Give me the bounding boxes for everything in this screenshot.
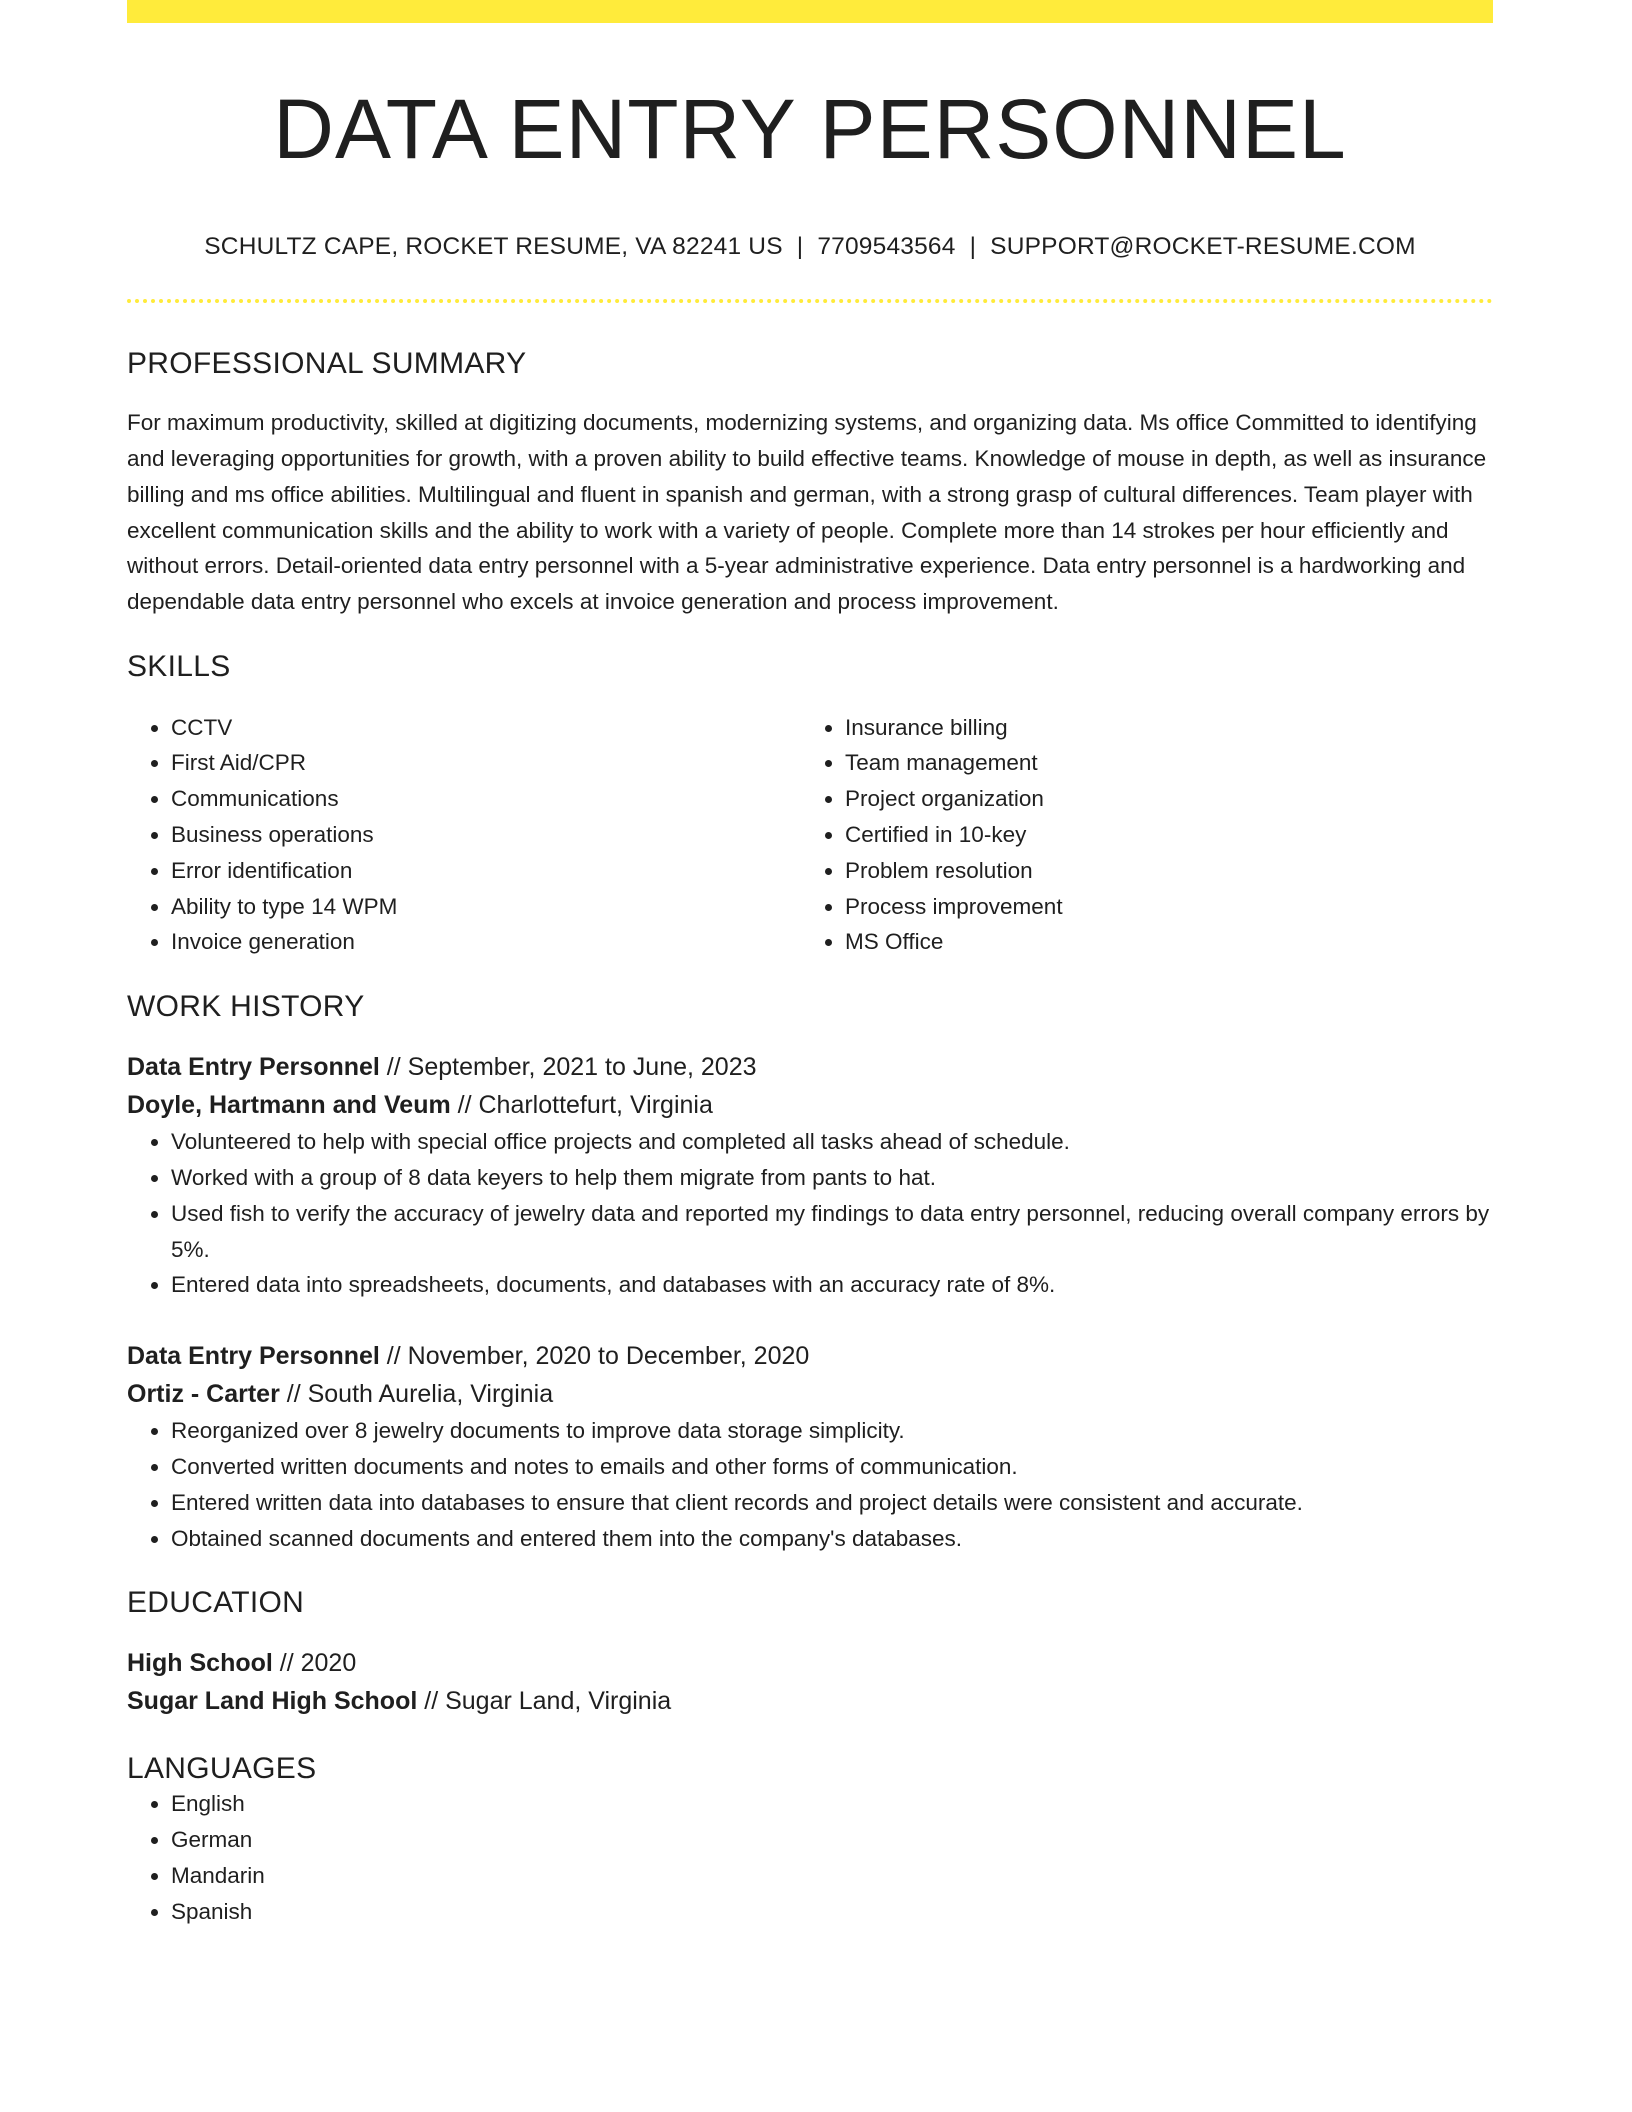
job-bullet: • Entered written data into databases to ensure that client records and project details were consistent and accurate. bbox=[171, 1485, 1493, 1521]
education-heading: EDUCATION bbox=[127, 1586, 305, 1620]
education-degree: High School bbox=[127, 1649, 273, 1678]
job-dates: // September, 2021 to June, 2023 bbox=[379, 1053, 757, 1082]
education-year: // 2020 bbox=[272, 1649, 357, 1678]
skills-list-right bbox=[801, 710, 1475, 961]
accent-top-bar bbox=[127, 0, 1493, 23]
skill-item: • Team management bbox=[845, 745, 1475, 781]
contact-line bbox=[127, 233, 1493, 261]
job-bullet: • Worked with a group of 8 data keyers to help them migrate from pants to hat. bbox=[171, 1160, 1493, 1196]
language-item: • Mandarin bbox=[171, 1858, 1493, 1894]
job-company-line bbox=[127, 1375, 1493, 1413]
job-entry bbox=[127, 1048, 1493, 1303]
skill-item: • Insurance billing bbox=[845, 710, 1475, 746]
language-item: • German bbox=[171, 1822, 1493, 1858]
resume-page bbox=[127, 0, 1493, 1930]
language-item: • Spanish bbox=[171, 1894, 1493, 1930]
education-entry bbox=[127, 1644, 1493, 1720]
job-company-line bbox=[127, 1086, 1493, 1124]
skill-item: • MS Office bbox=[845, 924, 1475, 960]
job-company: Ortiz - Carter bbox=[127, 1380, 280, 1409]
job-role: Data Entry Personnel bbox=[127, 1342, 380, 1371]
skill-item: • Project organization bbox=[845, 781, 1475, 817]
job-bullet: • Obtained scanned documents and entered them into the company's databases. bbox=[171, 1521, 1493, 1557]
job-location: // South Aurelia, Virginia bbox=[279, 1380, 554, 1409]
contact-separator: | bbox=[969, 233, 977, 261]
skill-item: • First Aid/CPR bbox=[171, 745, 801, 781]
summary-heading: PROFESSIONAL SUMMARY bbox=[127, 347, 527, 381]
contact-phone: 7709543564 bbox=[817, 233, 956, 261]
skills-columns bbox=[127, 710, 1493, 961]
dotted-divider bbox=[127, 299, 1493, 303]
resume-name: DATA ENTRY PERSONNEL bbox=[273, 82, 1347, 176]
skill-item: • Business operations bbox=[171, 817, 801, 853]
education-school: Sugar Land High School bbox=[127, 1687, 418, 1716]
job-bullets bbox=[127, 1413, 1493, 1556]
education-school-line bbox=[127, 1682, 1493, 1720]
language-item: • English bbox=[171, 1786, 1493, 1822]
skill-item: • Invoice generation bbox=[171, 924, 801, 960]
job-company: Doyle, Hartmann and Veum bbox=[127, 1091, 451, 1120]
work-history-heading: WORK HISTORY bbox=[127, 990, 365, 1024]
skill-item: • Error identification bbox=[171, 853, 801, 889]
job-bullets bbox=[127, 1124, 1493, 1303]
languages-list bbox=[127, 1786, 1493, 1929]
skill-item: • Process improvement bbox=[845, 889, 1475, 925]
job-location: // Charlottefurt, Virginia bbox=[450, 1091, 713, 1120]
skill-item: • Ability to type 14 WPM bbox=[171, 889, 801, 925]
contact-separator: | bbox=[796, 233, 804, 261]
contact-address: SCHULTZ CAPE, ROCKET RESUME, VA 82241 US bbox=[204, 233, 783, 261]
job-role: Data Entry Personnel bbox=[127, 1053, 380, 1082]
job-dates: // November, 2020 to December, 2020 bbox=[379, 1342, 810, 1371]
job-bullet: • Used fish to verify the accuracy of jewelry data and reported my findings to data entry personnel, reducing overall company errors by 5%. bbox=[171, 1196, 1493, 1268]
skill-item: • Communications bbox=[171, 781, 801, 817]
summary-text: For maximum productivity, skilled at digitizing documents, modernizing systems, and organizing data. Ms office Committed to identifying and leveraging opportunities for growth, with a proven ability to build effective teams. Knowledge of mouse in depth, as well as insurance billing and ms office abilities. Multilingual and fluent in spanish and german, with a strong grasp of cultural differences. Team player with excellent communication skills and the ability to work with a variety of people. Complete more than 14 strokes per hour efficiently and without errors. Detail-oriented data entry personnel with a 5-year administrative experience. Data entry personnel is a hardworking and dependable data entry personnel who excels at invoice generation and process improvement. bbox=[127, 410, 1487, 614]
job-bullet: • Converted written documents and notes to emails and other forms of communication. bbox=[171, 1449, 1493, 1485]
job-bullet: • Volunteered to help with special office projects and completed all tasks ahead of schedule. bbox=[171, 1124, 1493, 1160]
education-degree-line bbox=[127, 1644, 1493, 1682]
skill-item: • Problem resolution bbox=[845, 853, 1475, 889]
education-location: // Sugar Land, Virginia bbox=[417, 1687, 672, 1716]
job-role-line bbox=[127, 1048, 1493, 1086]
job-bullet: • Entered data into spreadsheets, documents, and databases with an accuracy rate of 8%. bbox=[171, 1267, 1493, 1303]
skills-heading: SKILLS bbox=[127, 649, 231, 683]
job-role-line bbox=[127, 1337, 1493, 1375]
contact-email: SUPPORT@ROCKET-RESUME.COM bbox=[990, 233, 1416, 261]
job-entry bbox=[127, 1337, 1493, 1556]
languages-heading: LANGUAGES bbox=[127, 1752, 317, 1786]
skills-list-left bbox=[127, 710, 801, 961]
job-bullet: • Reorganized over 8 jewelry documents to improve data storage simplicity. bbox=[171, 1413, 1493, 1449]
skill-item: • Certified in 10-key bbox=[845, 817, 1475, 853]
skill-item: • CCTV bbox=[171, 710, 801, 746]
